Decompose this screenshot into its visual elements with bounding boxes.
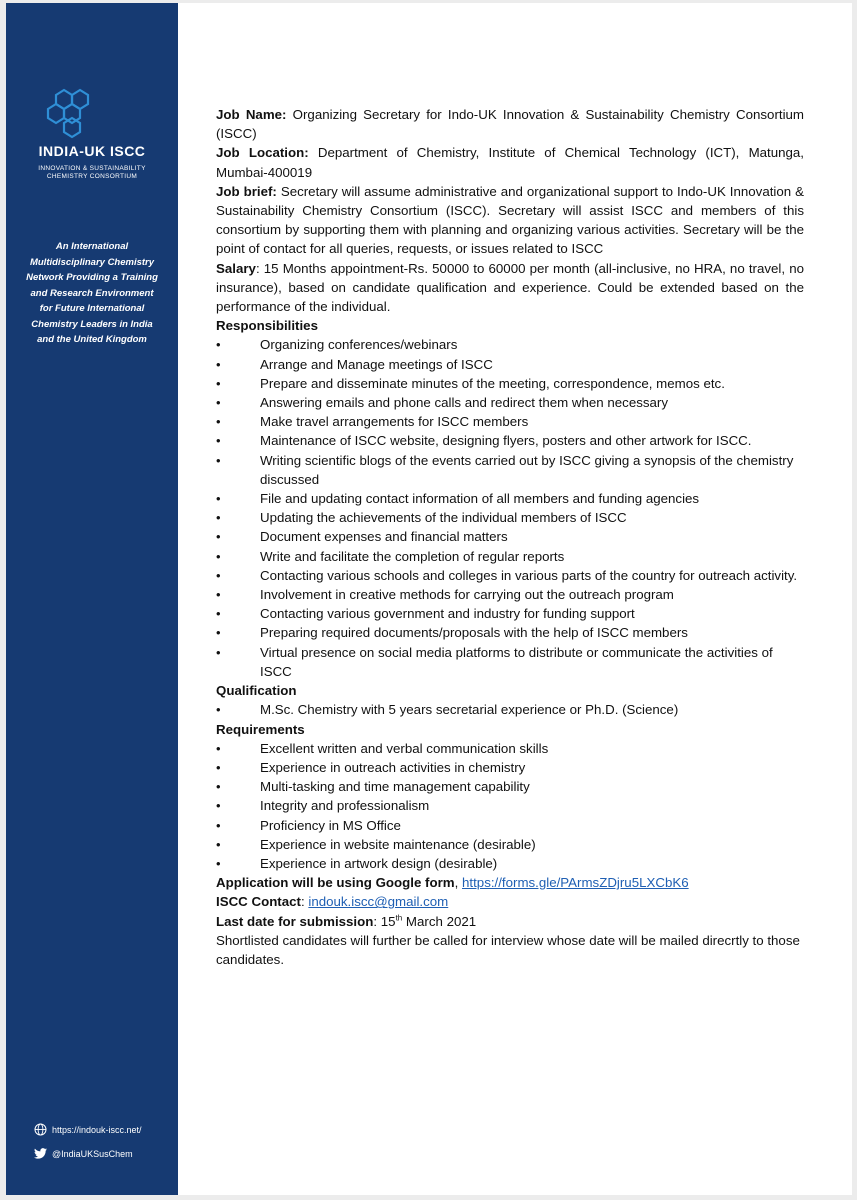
list-item: • Organizing conferences/webinars	[216, 335, 804, 354]
contact-email-link[interactable]: indouk.iscc@gmail.com	[308, 894, 449, 910]
contact-line: ISCC Contact: indouk.iscc@gmail.com	[216, 894, 449, 910]
deadline-line: Last date for submission: 15th March 2021	[216, 913, 477, 929]
list-item: • Involvement in creative methods for carrying out the outreach program	[216, 585, 804, 604]
list-item: • Answering emails and phone calls and redirect them when necessary	[216, 393, 804, 412]
qualification-heading: Qualification	[216, 683, 297, 699]
job-salary: Salary: 15 Months appointment-Rs. 50000 to 60000 per month (all-inclusive, no HRA, no travel, no insurance), based on candidate qualification and experience. Could be extended based on the performance of the individual.	[216, 260, 804, 315]
twitter-bird-icon	[34, 1148, 47, 1159]
closing-note: Shortlisted candidates will further be called for interview whose date will be mailed direcrtly to those candidates.	[216, 932, 800, 967]
website-link[interactable]: https://indouk-iscc.net/	[52, 1124, 142, 1135]
requirements-list	[216, 739, 804, 873]
list-item: • Excellent written and verbal communication skills	[216, 739, 804, 758]
list-item: • Updating the achievements of the individual members of ISCC	[216, 508, 804, 527]
list-item: • Integrity and professionalism	[216, 796, 804, 815]
list-item: • Prepare and disseminate minutes of the meeting, correspondence, memos etc.	[216, 374, 804, 393]
job-location: Job Location: Department of Chemistry, Institute of Chemical Technology (ICT), Matunga, Mumbai-400019	[216, 145, 805, 180]
list-item: • Write and facilitate the completion of regular reports	[216, 547, 804, 566]
requirements-heading: Requirements	[216, 721, 305, 737]
list-item: • Virtual presence on social media platforms to distribute or communicate the activities of ISCC	[216, 643, 804, 681]
list-item: • M.Sc. Chemistry with 5 years secretarial experience or Ph.D. (Science)	[216, 700, 804, 719]
responsibilities-list	[216, 335, 804, 681]
list-item: • Contacting various government and industry for funding support	[216, 604, 804, 623]
responsibilities-heading: Responsibilities	[216, 318, 318, 334]
tagline: An International Multidisciplinary Chemistry Network Providing a Training and Research Environment for Future International Chemistry Leaders in India and the United Kingdom	[26, 241, 158, 345]
website-row[interactable]	[34, 1123, 142, 1136]
logo-title: INDIA-UK ISCC	[38, 143, 146, 159]
list-item: • Arrange and Manage meetings of ISCC	[216, 355, 804, 374]
globe-icon	[34, 1123, 47, 1136]
hexagon-logo-icon	[42, 87, 102, 143]
list-item: • Writing scientific blogs of the events carried out by ISCC giving a synopsis of the chemistry discussed	[216, 451, 804, 489]
list-item: • Experience in website maintenance (desirable)	[216, 835, 804, 854]
list-item: • File and updating contact information of all members and funding agencies	[216, 489, 804, 508]
list-item: • Preparing required documents/proposals with the help of ISCC members	[216, 623, 804, 642]
list-item: • Document expenses and financial matters	[216, 527, 804, 546]
list-item: • Experience in artwork design (desirable)	[216, 854, 804, 873]
twitter-handle[interactable]: @IndiaUKSusChem	[52, 1148, 133, 1159]
list-item: • Multi-tasking and time management capability	[216, 777, 804, 796]
sidebar	[6, 3, 178, 1195]
logo-subtitle: INNOVATION & SUSTAINABILITY CHEMISTRY CONSORTIUM	[38, 165, 146, 180]
list-item: • Experience in outreach activities in chemistry	[216, 758, 804, 777]
application-line: Application will be using Google form, https://forms.gle/PArmsZDjru5LXCbK6	[216, 875, 689, 891]
google-form-link[interactable]: https://forms.gle/PArmsZDjru5LXCbK6	[462, 875, 689, 891]
list-item: • Maintenance of ISCC website, designing flyers, posters and other artwork for ISCC.	[216, 431, 804, 450]
twitter-row[interactable]	[34, 1148, 133, 1159]
job-brief: Job brief: Secretary will assume administrative and organizational support to Indo-UK Innovation & Sustainability Chemistry Consortium (ISCC). Secretary will assist ISCC and members of this consortium by supporting them with planning and organizing various activities. Secretary will be the point of contact for all queries, requests, or issues related to ISCC	[216, 183, 804, 257]
job-name: Job Name: Organizing Secretary for Indo-UK Innovation & Sustainability Chemistry Consortium (ISCC)	[216, 107, 804, 142]
list-item: • Make travel arrangements for ISCC members	[216, 412, 804, 431]
list-item: • Proficiency in MS Office	[216, 816, 804, 835]
qualification-list	[216, 700, 804, 719]
list-item: • Contacting various schools and colleges in various parts of the country for outreach activity.	[216, 566, 804, 585]
job-posting	[216, 105, 804, 969]
